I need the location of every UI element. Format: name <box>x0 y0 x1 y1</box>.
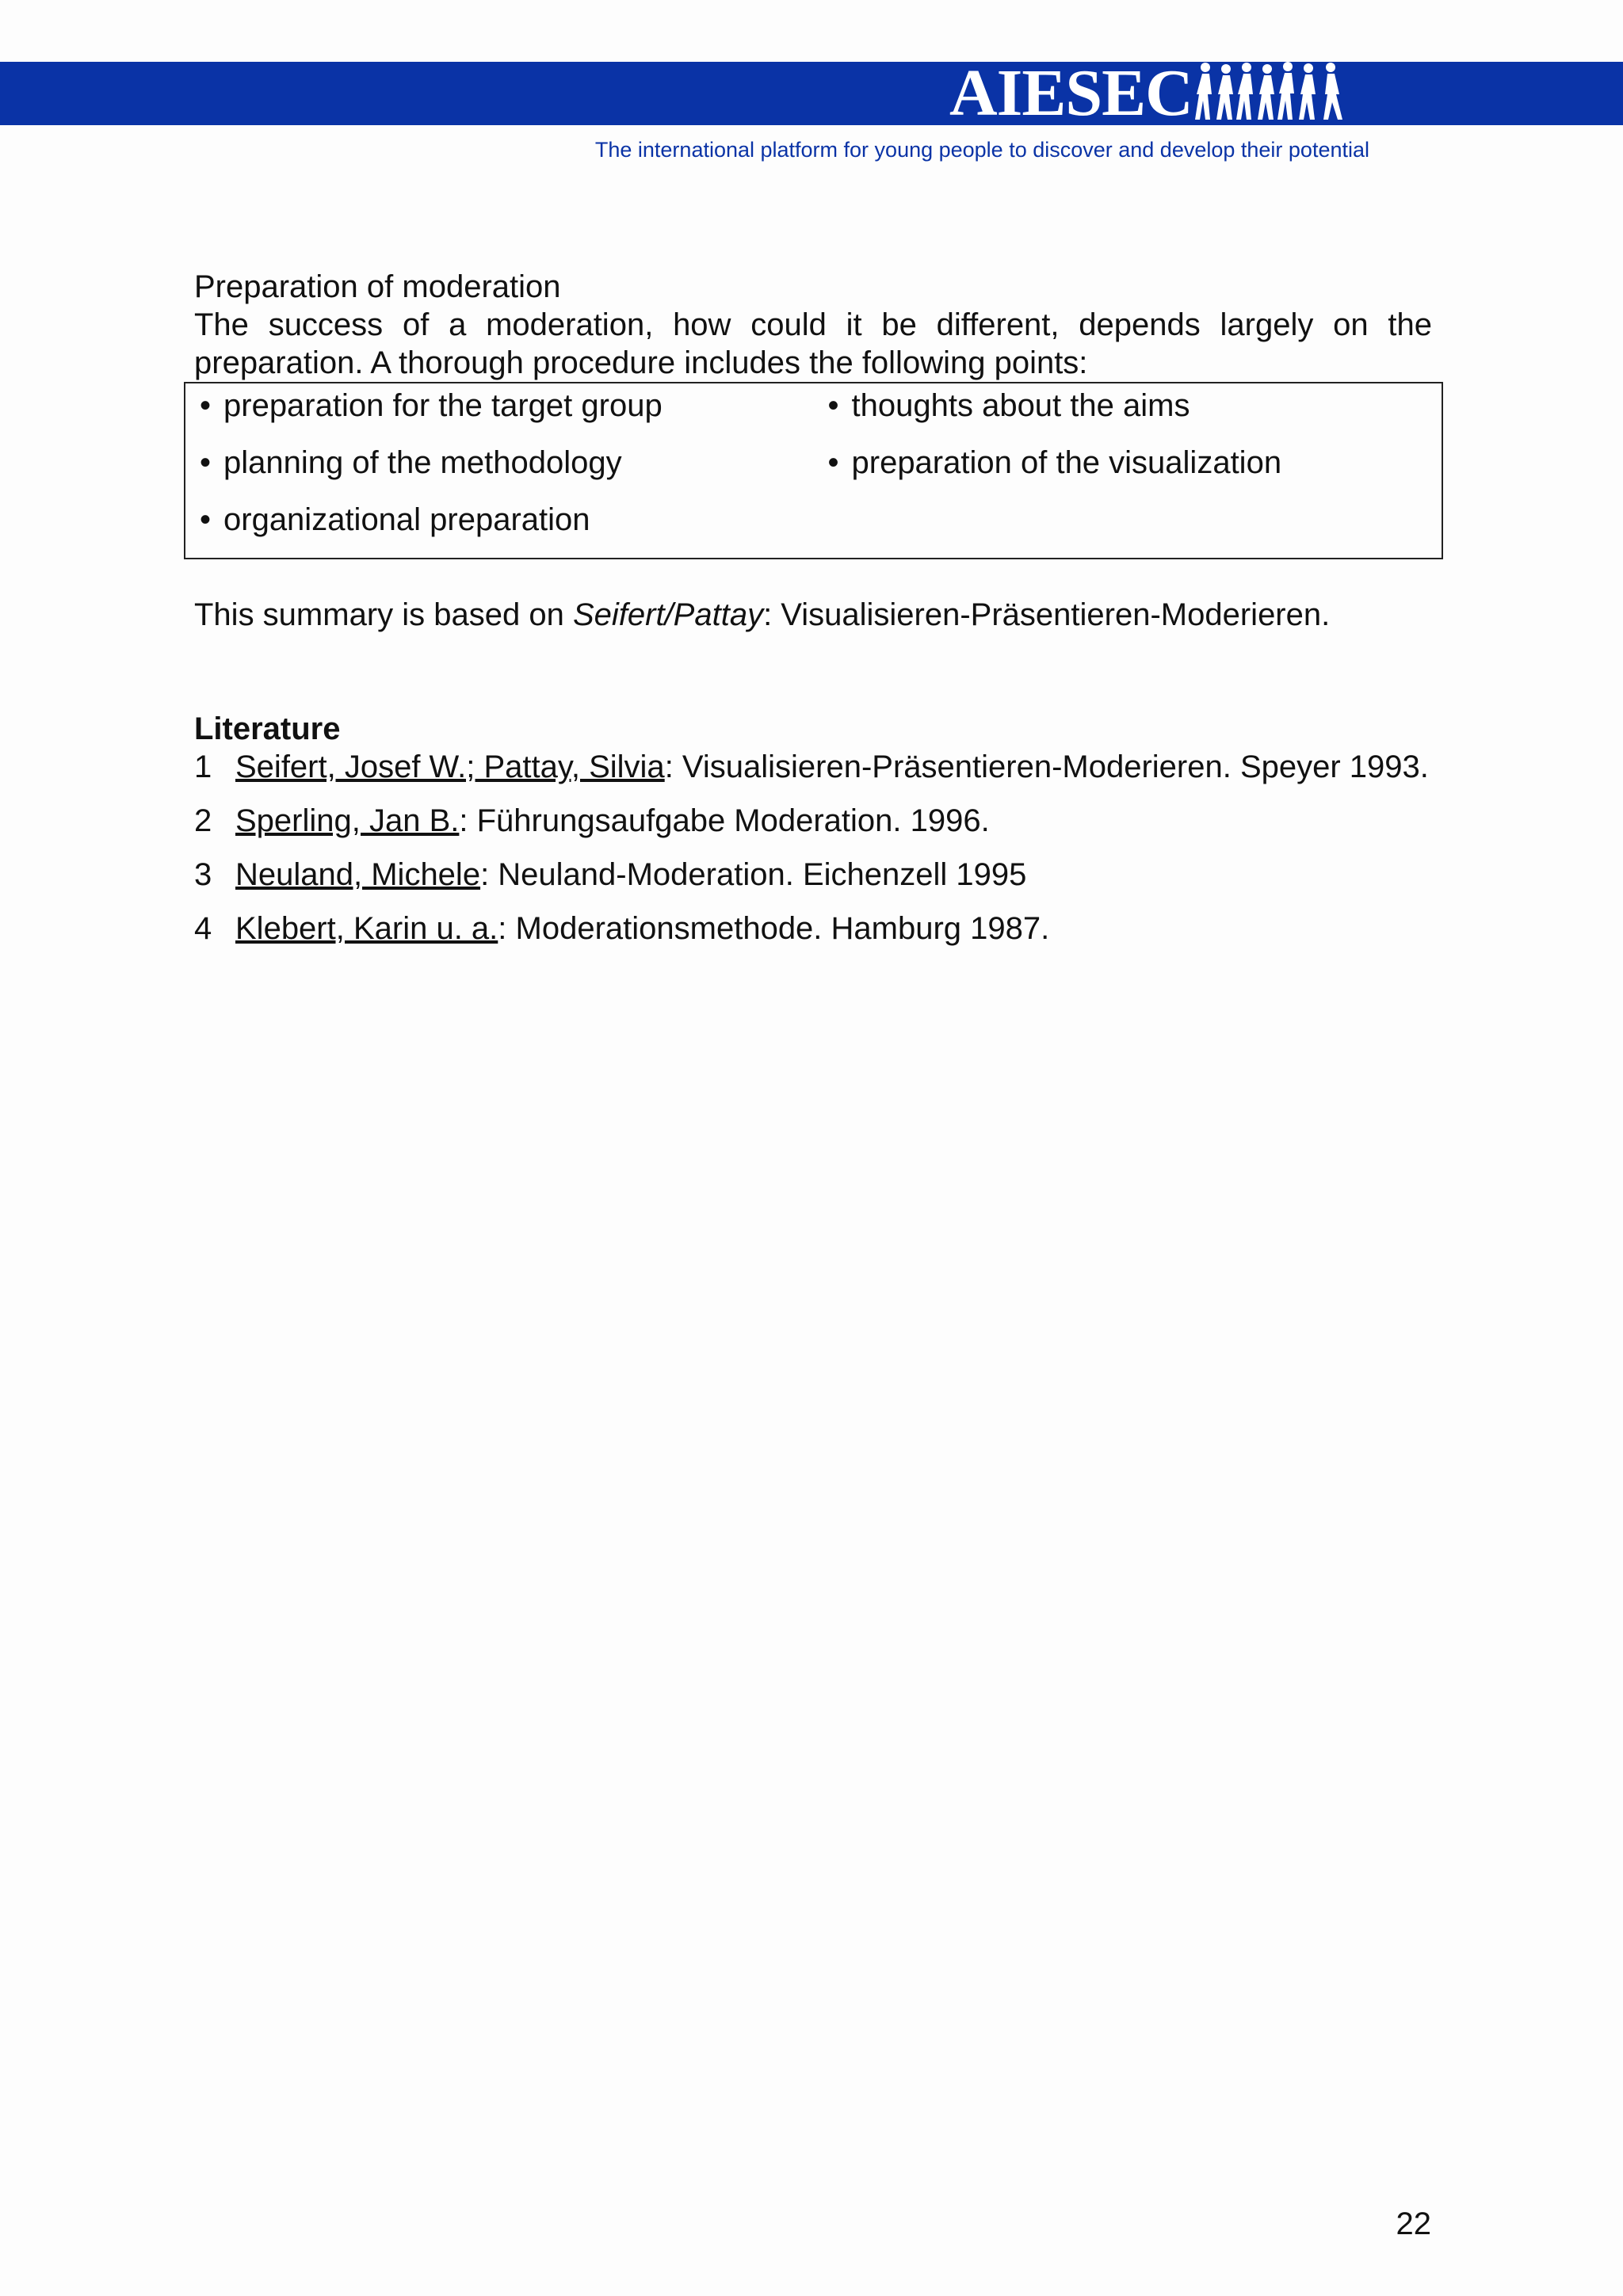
reference-item <box>194 802 1432 840</box>
reference-author: Sperling, Jan B. <box>235 803 460 838</box>
reference-text <box>235 856 1432 894</box>
page-content <box>194 268 1432 948</box>
list-item <box>814 387 1442 425</box>
reference-author: Seifert, Josef W.; Pattay, Silvia <box>235 749 665 784</box>
intro-paragraph: The success of a moderation, how could it be different, depends largely on the preparation. A thorough procedure includes the following points: <box>194 307 1432 380</box>
points-row <box>185 501 1442 545</box>
reference-rest: : Visualisieren-Präsentieren-Moderieren. Speyer 1993. <box>664 749 1429 784</box>
logo-text: AIESEC <box>949 56 1193 130</box>
bullet-icon: • <box>827 445 839 480</box>
reference-number: 2 <box>194 803 212 838</box>
section-heading: Preparation of moderation <box>194 269 561 304</box>
aiesec-logo <box>949 57 1345 130</box>
summary-paragraph <box>194 596 1432 634</box>
list-item-label: planning of the methodology <box>223 445 622 480</box>
reference-rest: : Moderationsmethode. Hamburg 1987. <box>498 911 1050 946</box>
bullet-icon: • <box>827 388 839 423</box>
reference-number: 4 <box>194 911 212 946</box>
bullet-icon: • <box>199 388 211 423</box>
points-row <box>185 387 1442 444</box>
list-item <box>185 444 814 482</box>
list-item <box>814 444 1442 482</box>
bullet-icon: • <box>199 502 211 537</box>
list-item <box>185 501 814 539</box>
list-item <box>185 387 814 425</box>
reference-item <box>194 910 1432 948</box>
header-band <box>0 56 1623 130</box>
reference-rest: : Neuland-Moderation. Eichenzell 1995 <box>480 857 1027 892</box>
reference-item <box>194 748 1432 786</box>
list-item-label: organizational preparation <box>223 502 590 537</box>
reference-number: 3 <box>194 857 212 892</box>
list-item-label: preparation of the visualization <box>851 445 1282 480</box>
reference-item <box>194 856 1432 894</box>
reference-author: Klebert, Karin u. a. <box>235 911 498 946</box>
summary-suffix: : Visualisieren-Präsentieren-Moderieren. <box>763 597 1331 632</box>
list-item-label: preparation for the target group <box>223 388 663 423</box>
reference-text <box>235 910 1432 948</box>
walking-people-icon <box>1194 59 1345 128</box>
reference-text <box>235 748 1432 786</box>
points-row <box>185 444 1442 501</box>
summary-prefix: This summary is based on <box>194 597 573 632</box>
literature-heading: Literature <box>194 711 341 746</box>
tagline: The international platform for young people to discover and develop their potential <box>594 138 1369 162</box>
summary-source: Seifert/Pattay <box>572 597 764 632</box>
reference-number: 1 <box>194 749 212 784</box>
page-number: 22 <box>1396 2206 1431 2241</box>
reference-text <box>235 802 1432 840</box>
bullet-icon: • <box>199 445 211 480</box>
reference-author: Neuland, Michele <box>235 857 481 892</box>
list-item-label: thoughts about the aims <box>851 388 1190 423</box>
points-box <box>184 382 1443 559</box>
reference-rest: : Führungsaufgabe Moderation. 1996. <box>459 803 990 838</box>
